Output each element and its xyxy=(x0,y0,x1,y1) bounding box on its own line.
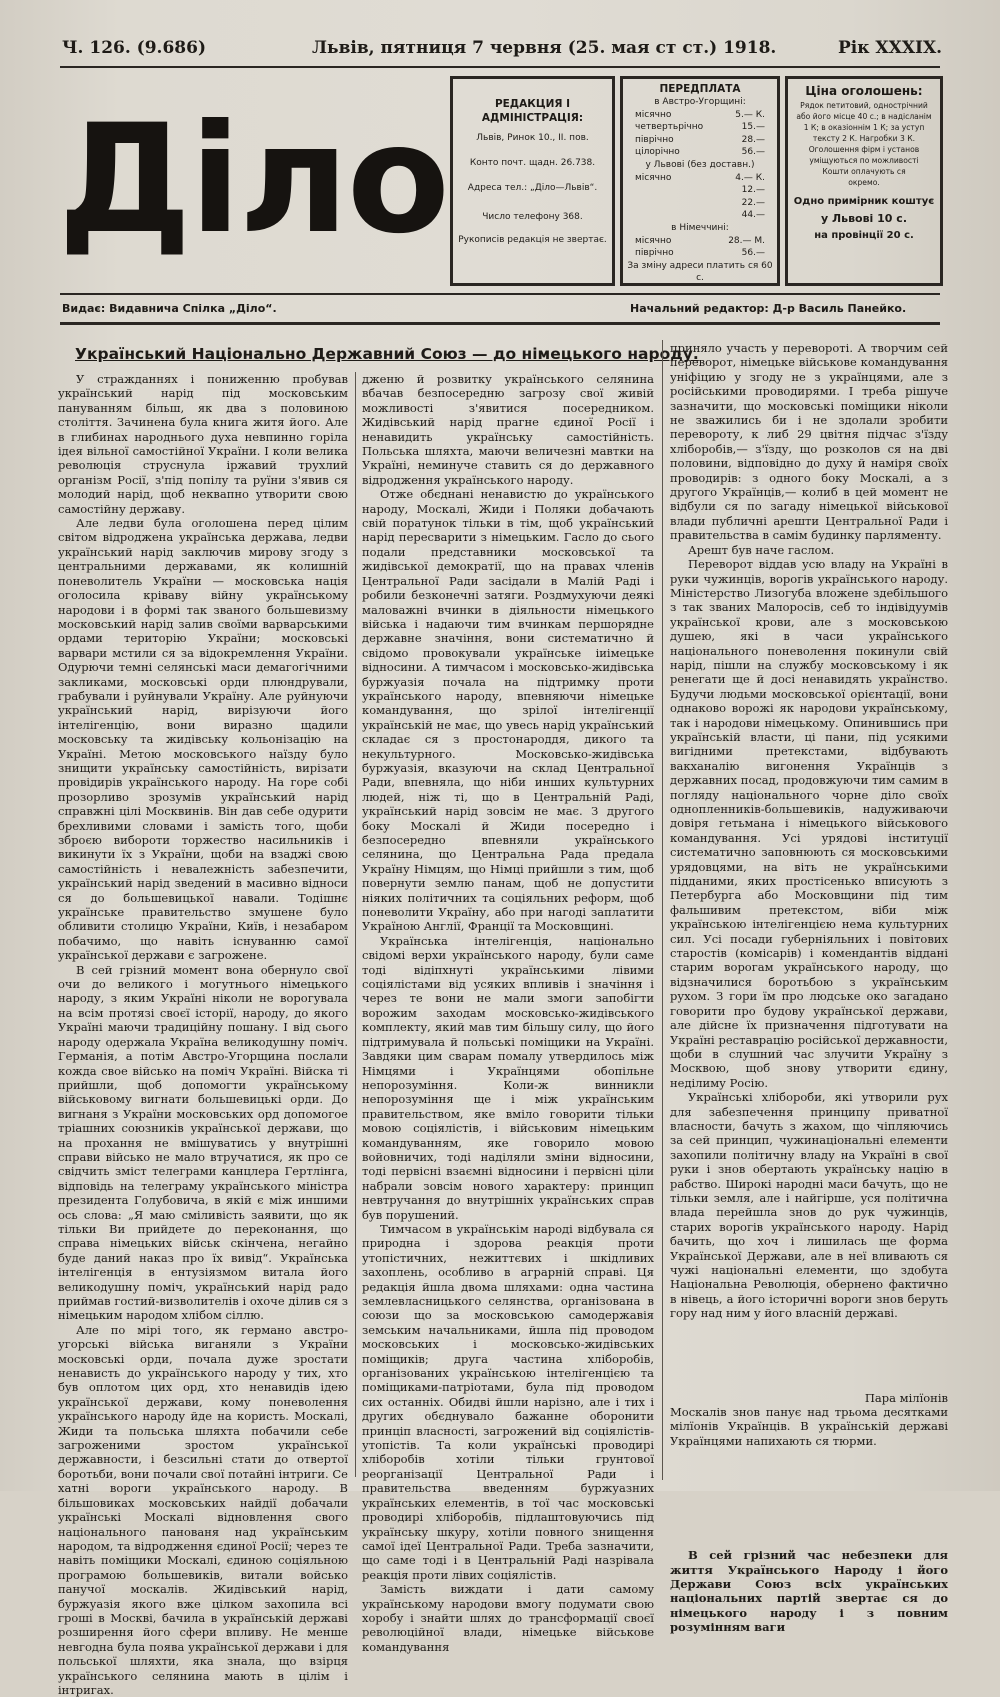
single-copy-label: Одно примірник коштує xyxy=(793,196,935,207)
dateline: Львів, пятниця 7 червня (25. мая ст ст.) 1918. xyxy=(312,38,777,58)
article-column-2 xyxy=(362,372,654,1654)
column-divider xyxy=(662,340,663,1480)
subscription-heading: ПЕРЕДПЛАТА xyxy=(659,83,741,95)
column-spacer xyxy=(670,1448,948,1548)
editorial-postal-account: Конто почт. щадн. 26.738. xyxy=(469,158,596,168)
ad-prices-heading: Ціна оголошень: xyxy=(805,84,923,98)
article-paragraph: У стражданнях і пониженню пробував український нарід під московським пануванням більш, як два з половиною століття. Зачинена була книга житя його. Але в глибинах народнього духа невпинно горіла ідея вільної самостійної України. І коли велика революція струснула іржавий трухлий організм Росії, з'під попілу та руїни з'явив ся молодий нарід, щоб неквапно утворити свою самостійну державу. xyxy=(58,372,348,516)
header-line xyxy=(0,38,1000,68)
price-province: на провінції 20 с. xyxy=(814,230,914,241)
ad-prices-line: окремо. xyxy=(848,178,880,187)
article-paragraph: дженю й розвитку українського селянина вбачав безпосередню загрозу свої живій можливості з'явитися посередником. Жидівський нарід прагне єдиної Росії і ненавидить українську самостійність. Польська шляхта, маючи величезні мавтки на Україні, неминуче ставить ся до державного відродження українського народу. xyxy=(362,372,654,487)
ad-prices-line: уміщуються по можливості xyxy=(809,156,919,165)
editorial-heading: РЕДАКЦИЯ І АДМІНІСТРАЦІЯ: xyxy=(481,98,584,124)
publisher-line: Видає: Видавнича Спілка „Діло“. xyxy=(62,302,277,315)
ad-prices-line: або його місце 40 с.; в надісланім xyxy=(796,112,932,121)
article-paragraph: Отже обєднані ненавистю до українського народу, Москалі, Жиди і Поляки добачають свій поратунок тільки в тім, щоб український нарід пересварити з німецьким. Гасло до сього подали представники московської та жидівської демократії, що на правах членів Центральної Ради засідали в Малій Раді і робили безконечні затяги. Роздмухуючи деякі маловажні вчинки в діяльности німецького війська і надаючи тим вчинкам першорядне державне значіння, вони систематично й свідомо провокували українське іиімецьке відносини. А тимчасом і московсько-жидівська буржуазія почала на підтримку проти українського народу, впевняючи німецьке командування, що зрілої інтелігенції українській не має, що увесь нарід український складає ся з простонароддя, дикого та некультурного. Московсько-жидівська буржуазія, вказуючи на склад Центральної Ради, впевняла, що ніби инших культурних людей, ніж ті, що в Центральній Раді, український нарід зовсім не має. З другого боку Москалі й Жиди посередно і безпосередно впевняли українського селянина, що Центральна Рада предала Україну Німцям, що Німці прийшли з тим, щоб повернути землю панам, щоб не допустити ніяких політичних та соціяльних реформ, щоб поневолити Україну, або при нагоді заплатити Україною Англії, Франції та Московщині. xyxy=(362,487,654,934)
subscription-row: місячно 4.— К. xyxy=(635,172,765,183)
subscription-row: місячно 28.— М. xyxy=(635,235,765,246)
header-rule xyxy=(60,66,940,68)
masthead-rule xyxy=(60,293,940,295)
article-column-3 xyxy=(670,341,948,1635)
subscription-box xyxy=(620,76,780,286)
issue-number: Ч. 126. (9.686) xyxy=(62,38,207,58)
article-paragraph: Тимчасом в українськім народі відбувала ся природна і здорова реакція проти утопістичних, нежиттєвих і шкідливих захоплень, особливо в аграрній справі. Ця редакція йшла двома шляхами: одна частина землевласницького селянства, організована в союзи що за московською самодержавія земським начальниками, йшла під проводом московських і московсько-жидівських поміщиків; друга частина хліборобів, організованих українською інтелігенцією та поміщиками-патріотами, була під проводом сих останніх. Обидві йшли нарізно, але і тих і других обєднувало бажанне оборонити принціп власності, загрожений від соціялістів-утопістів. Та коли українські проводирі хліборобів хотіли тільки грунтової реорганізації Центральної Ради і правительства введенням буржуазних українських елементів, в тої час московські проводирі хліборобів, підлаштовуючись під українську шкуру, хотіли повного знищення самої ідеї Центральної Ради. Треба зазначити, що саме тоді і в Центральній Раді назрівала реакція проти лівих соціялістів. xyxy=(362,1221,654,1582)
article-paragraph: Арешт був наче гаслом. xyxy=(688,542,835,557)
editor-line: Начальний редактор: Д-р Василь Панейко. xyxy=(630,302,907,315)
article-column-1 xyxy=(58,372,348,1697)
editorial-telegram: Адреса тел.: „Діло—Львів“. xyxy=(467,183,598,193)
ad-prices-line: Кошти оплачують ся xyxy=(822,167,906,176)
ad-prices-line: Оголошення фірм і установ xyxy=(808,145,920,154)
article-paragraph: Але по мірі того, як германо австро-угорські війська виганяли з України московські орди, почала дуже зростати ненависть до українського народу у тих, хто був оплотом цих орд, хто ненавидів ідею української держави, кому поневолення українського народу йде на користь. Москалі, Жиди та польська шляхта побачили себе загроженими зростом української державности, і безсильні стати до отвертої боротьби, вони почали свої потайні інтриги. Се хатні вороги українського народу. В більшовиках московських найдії добачали українські Москалі відновлення свого національного панованя над українським народом, та відродження єдиної Росії; через те навіть поміщики Москалі, єдиною соціяльною програмою большевиків, витали войсько панучої москалів. Жидівський нарід, буржуазія якого вже цілком захопила всі гроші в Москві, бачила в українській державі розширення його сфери впливу. Не менше невгодна була поява української держави і для польської шляхти, яка знала, що взірця українського селянина мають в цілім і інтригах. xyxy=(58,1322,348,1697)
article-paragraph: Пара мілїонів xyxy=(864,1390,948,1405)
subscription-row: четвертьрічно 15.— xyxy=(635,122,765,133)
year-volume: Рік XXXIX. xyxy=(838,38,943,58)
subscription-row: піврічно 28.— xyxy=(635,134,765,145)
article-headline: Український Національно Державний Союз — до німецького народу. xyxy=(75,345,699,363)
article-paragraph: Українські хлібороби, які утворили рух для забезпечення принципу приватної власности, бачуть з жахом, що чіпляючись за сей принцип, чужинаціональні елементи захопили політичну владу на Україні в свої руки і знов обертають українську націю в рабство. Широкі народні маси бачуть, що не тільки земля, але і найгірше, уся політична влада перейшла знов до рук чужинців, старих ворогів українського народу. Нарід бачить, що хоч і лишилась ще форма Української Держави, але в неї вливають ся чужі національні елементи, що здобута Національна Революція, обернено фактично в нівець, а його історичні вороги знов беруть гору над ним у його власній державі. xyxy=(670,1090,948,1321)
subscription-row: цілорічно 56.— xyxy=(635,147,765,158)
article-paragraph: Москалів знов панує над трьома десятками мілїонів Українців. В українській державі Українцями напихають ся тюрми. xyxy=(670,1405,948,1448)
ad-prices-line: Рядок петитовий, однострічний xyxy=(800,101,928,110)
article-paragraph: Але ледви була оголошена перед цілим світом відроджена українська держава, ледви український нарід заключив мирову згоду з центральними державами, як колишній поневолитель України — московська нація оголосила кріваву війну українському народови і в формі так званого большевизму московський нарід залив своїми варварськими ордами територію України; московські варвари мстили ся за відокремлення України. Одурючи темні селянські маси демагогічними закликами, московські орди плюндрували, грабували і руйнували Україну. Але руйнуючи український нарід, вирізуючи його інтелігенцію, вони виразно щадили московську та жидівську кольонізацію на Україні. Метою московського наїзду було знищити українську самостійність, вирізати провідирів українського народу. На горе собі прозорливо зрозумів український нарід справжні цілі Москвинів. Він дав себе одурити брехливими словами і замість того, щоби зброєю вибороти торжество насильників і викинути їх з України, щоби на взаджі свою самостійність і невалежність забезпечити, український нарід зведений в масивно відноси ся до большевицької навали. Тодішнє українське правительство змушене було обливити столицю України, Київ, і незабаром побачимо, що навіть існуванню самої української держави є загрожене. xyxy=(58,516,348,963)
subscription-row: 22.— xyxy=(741,197,765,208)
content-rule xyxy=(60,322,940,325)
subscription-row: 12.— xyxy=(741,185,765,196)
subscription-row: місячно 5.— К. xyxy=(635,109,765,120)
article-paragraph: приняло участь у перевороті. А творчим сей переворот, німецьке військове командування уніфіцию у згоду не з українцями, але з російськими проводирями. І треба рішуче зазначити, що московські поміщики ніколи не зважились би і не здолали зробити перевороту, к либ 29 цвітня підчас з'їзду хліборобів,— з'їзду, що розколов ся на дві половини, відповідно до духу й наміря своїх проводирів: з одного боку Москалі, а з другого Українців,— колиб в цей момент не відбули ся по загаду німецької військової влади публичні арешти Центральної Ради і правительства в самім будинку парляменту. xyxy=(670,341,948,543)
ad-prices-line: 1 К; в оказіоннім 1 К; за уступ xyxy=(803,123,925,132)
article-paragraph: Переворот віддав усю владу на Україні в руки чужинців, ворогів українського народу. Міністерство Лизогуба вложене здебільшого з так званих Малоросів, себ то індівідуумів української крови, але з московською душею, які в часи українського національного поневолення покинули свій нарід, пішли на службу московському і як ренегати ще й досі ненавидять українство. Будучи людьми московської орієнтації, вони однаково ворожі як народови українському, так і народови німецькому. Опинившись при українській власти, ці пани, під усякими вигідними претекстами, відбувають вакханалію вигонення Українців з державних посад, продовжуючи тим самим в погляду національного чорне діло своїх однопленників-большевиків, надуживаючи довіря гетьмана і німецького військового командування. Усі урядові інституції систематично заповнюють ся московськими урядовцями, на віть не українськими підданими, яких простісенько вписують з Петербурга або Московщини під тим фальшивим претекстом, віби між українською інтелігенцією нема культурних сил. Усі посади губерніяльних і повітових старостів (комісарів) і комендантів віддані старим ворогам українського народу, що відзначилися боротьбою з українським рухом. З гори їм про людське око загадано говорити про будову української держави, але дійсне їх призначення підготувати на Україні реставрацію російської державности, щоби в слушний час злучити Україну з Москвою, щоб знову утворити єдину, неділиму Росію. xyxy=(670,557,948,1090)
article-paragraph: Українська інтелігенція, національно свідомі верхи українського народу, були саме тоді відіпхнуті українськими лівими соціялістами від усяких впливів і значіння і через те вони не мали змоги запобігти ворожим заходам московсько-жидівського комплекту, який мав тим більшу силу, що його підтримувала й польські поміщики на Україні. Завдяки цим сварам помалу утвердилось між Німцями і Українцями обопільне непорозуміння. Коли-ж винникли непорозуміння ще і між українським правительством, яке вміло говорити тільки мовою соціялістів, і військовим німецьким командуванням, яке говорило мовою войовничих, тоді наділяли зміни відносини, тоді первісні взаємні відносини і первісні ціли набрали зовсім нового характеру: принцип невтручання до внутрішніх українських справ був порушений. xyxy=(362,933,654,1222)
subscription-germany: в Німеччині: xyxy=(671,222,729,233)
ad-prices-line: тексту 2 К. Нагробки 3 К. xyxy=(812,134,916,143)
price-lviv: у Львові 10 с. xyxy=(820,212,907,225)
editorial-address: Львів, Ринок 10., II. пов. xyxy=(476,133,589,143)
editorial-box xyxy=(450,76,615,286)
ad-prices-box xyxy=(785,76,943,286)
column-spacer xyxy=(670,1321,948,1391)
article-paragraph: В сей грізний час небезпеки для життя Українського Народу і його Держави Союз всіх українських національних партій звертає ся до німецького народу і з повним розумінням ваги xyxy=(670,1548,948,1635)
column-divider xyxy=(355,372,356,1477)
editorial-phone: Число телефону 368. xyxy=(482,212,583,222)
subscription-lviv: у Львові (без доставн.) xyxy=(645,159,755,170)
masthead-title: Діло xyxy=(58,93,448,267)
subscription-austria: в Австро-Угорщині: xyxy=(654,97,746,107)
article-paragraph: Замість виждати і дати самому українському народови вмогу подумати свою хоробу і знайти шлях до трансформації своєї революційної влади, німецьке військове командування xyxy=(362,1582,654,1654)
subscription-row: піврічно 56.— xyxy=(635,248,765,259)
editorial-note: Рукописів редакція не звертає. xyxy=(458,235,607,245)
subscription-note: За зміну адреси платить ся 60 с. xyxy=(627,260,773,284)
subscription-row: 44.— xyxy=(741,210,765,221)
article-paragraph: В сей грізний момент вона обернуло свої очи до великого і могутнього німецького народу, з яким Україні ніколи не ворогувала на всім протязі своєї історії, народу, до якого Україні маючи традиційну пошану. І від сього народу одержала Україна великодушну поміч. Германія, а потім Австро-Угорщина послали кождa свое військо на поміч Україні. Війска ті прийшли, щоб допомогти українському військовому вигнати большевицькі орди. До вигнаня з України московських орд допомогое тріашних союзників української держави, що на прохання не вмішуватись у внутрішні справи військо не мало втручатися, як про се свідчить зміст телеграми канцлера Гертлінга, відповідь на телеграму українського міністра президента Голубовича, в якій є між иншими ось слова: „Я маю сміливість заявити, що як тільки Ви прийдете до переконання, що справа німецьких військ скінчена, негайно буде даний наказ про їх вивід“. Українська інтелігенція в ентузіязмом витала його великодушну поміч, український нарід радо приймав гостий-визволителів і охоче ділив ся з німецьким народом хлібом сіллю. xyxy=(58,962,348,1323)
